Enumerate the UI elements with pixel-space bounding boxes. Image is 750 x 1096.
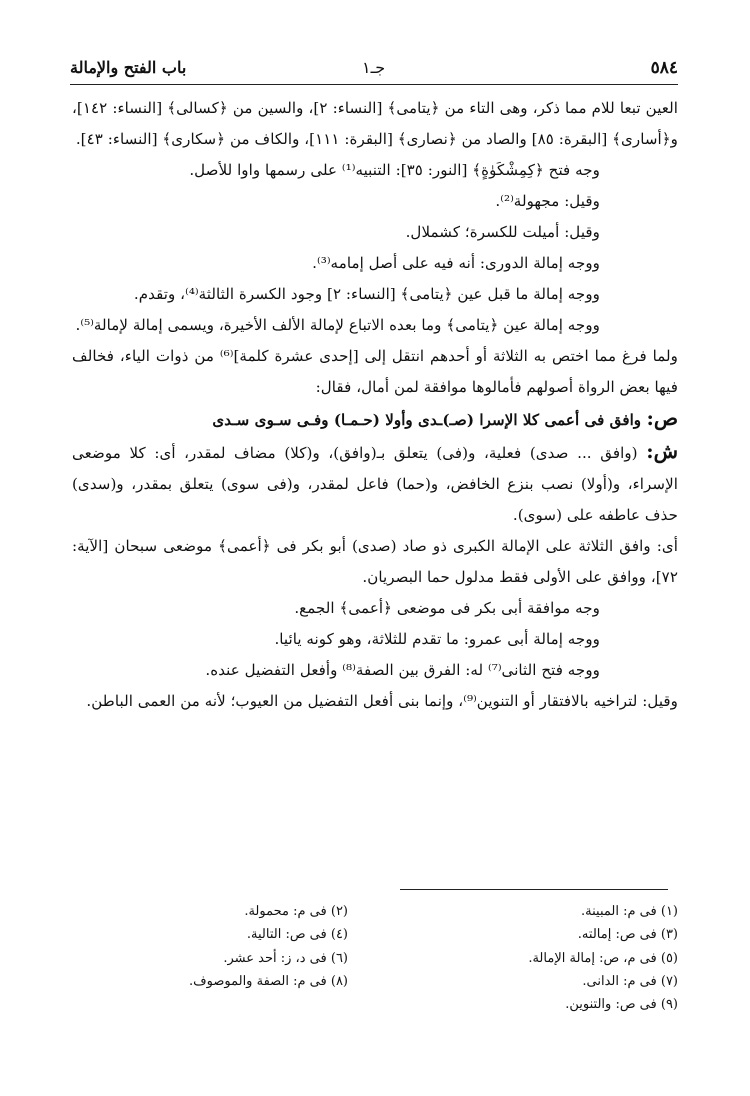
paragraph: ووجه إمالة الدورى: أنه فيه على أصل إمامه⁽³⁾. — [312, 254, 600, 272]
commentary — [72, 436, 678, 531]
paragraph: العين تبعا للام مما ذكر، وهى التاء من ﴿يتامى﴾ [النساء: ٢]، والسين من ﴿كسالى﴾ [النساء: ١٤٢]، و﴿أسارى﴾ [البقرة: ٨٥] والصاد من ﴿نصارى﴾ [البقرة: ١١١]، والكاف من ﴿سكارى﴾ [النساء: ٤٣]. — [72, 99, 678, 148]
paragraph: ووجه إمالة عين ﴿يتامى﴾ وما بعده الاتباع لإمالة الألف الأخيرة، ويسمى إمالة لإمالة⁽⁵⁾. — [75, 316, 600, 334]
paragraph: ووجه فتح الثانى⁽⁷⁾ له: الفرق بين الصفة⁽⁸⁾ وأفعل التفضيل عنده. — [205, 661, 600, 679]
paragraph: ولما فرغ مما اختص به الثلاثة أو أحدهم انتقل إلى [إحدى عشرة كلمة]⁽⁶⁾ من ذوات الياء، فخالف فيها بعض الرواة أصولهم فأمالوها موافقة لمن أمال، فقال: — [72, 347, 678, 396]
main-text — [72, 93, 678, 717]
footnote: (٦) فى د، ز: أحد عشر. — [223, 950, 348, 966]
verse-text: وافق فى أعمى كلا الإسرا (صـ)ـدى وأولا (حـمـا) وفـى سـوى سـدى — [212, 411, 642, 429]
paragraph: وجه موافقة أبى بكر فى موضعى ﴿أعمى﴾ الجمع. — [294, 599, 600, 617]
footnote: (٤) فى ص: التالية. — [246, 927, 348, 943]
footnote: (٩) فى ص: والتنوين. — [565, 997, 678, 1013]
footnotes-left-column — [48, 900, 348, 993]
volume-label: جـ١ — [362, 58, 386, 77]
paragraph: ووجه إمالة أبى عمرو: ما تقدم للثلاثة، وهو كونه يائيا. — [274, 630, 600, 648]
footnote: (٥) فى م، ص: إمالة الإمالة. — [528, 950, 678, 966]
footnote: (٧) فى م: الدانى. — [582, 973, 678, 989]
paragraph: وجه فتح ﴿كِمِشْكَوٰةٍ﴾ [النور: ٣٥]: التنبيه⁽¹⁾ على رسمها واوا للأصل. — [189, 161, 600, 179]
footnote: (٢) فى م: محمولة. — [244, 904, 348, 919]
page-header — [70, 52, 678, 85]
paragraph: وقيل: لتراخيه بالافتقار أو التنوين⁽⁹⁾، وإنما بنى أفعل التفضيل من العيوب؛ لأنه من العمى الباطن. — [86, 692, 678, 710]
paragraph: أى: وافق الثلاثة على الإمالة الكبرى ذو صاد (صدى) أبو بكر فى ﴿أعمى﴾ موضعى سبحان [الآية: ٧٢]، ووافق على الأولى فقط مدلول حما البصريان. — [72, 537, 678, 586]
verse-line — [72, 403, 678, 436]
verse-label: ص: — [646, 406, 678, 430]
paragraph: وقيل: مجهولة⁽²⁾. — [495, 192, 600, 210]
commentary-text: (وافق ... صدى) فعلية، و(فى) يتعلق بـ(وافق)، و(كلا) مضاف لمقدر، أى: كلا موضعى الإسراء، و(أولا) نصب بنزع الخافض، و(حما) فاعل لمقدر، و(فى سوى) يتعلق بمقدر، و(سدى) حذف عاطفه على (سوى). — [72, 444, 678, 524]
chapter-title: باب الفتح والإمالة — [70, 58, 187, 77]
paragraph: ووجه إمالة ما قبل عين ﴿يتامى﴾ [النساء: ٢] وجود الكسرة الثالثة⁽⁴⁾، وتقدم. — [133, 285, 600, 303]
commentary-label: ش: — [646, 439, 678, 463]
footnote: (٨) فى م: الصفة والموصوف. — [189, 973, 348, 989]
paragraph: وقيل: أميلت للكسرة؛ كشملال. — [405, 223, 600, 241]
footnote-separator — [400, 889, 668, 890]
page-number: ٥٨٤ — [650, 58, 678, 78]
footnotes-right-column — [378, 900, 678, 1016]
footnote: (٣) فى ص: إمالته. — [577, 927, 678, 943]
footnote: (١) فى م: المبينة. — [581, 904, 678, 919]
